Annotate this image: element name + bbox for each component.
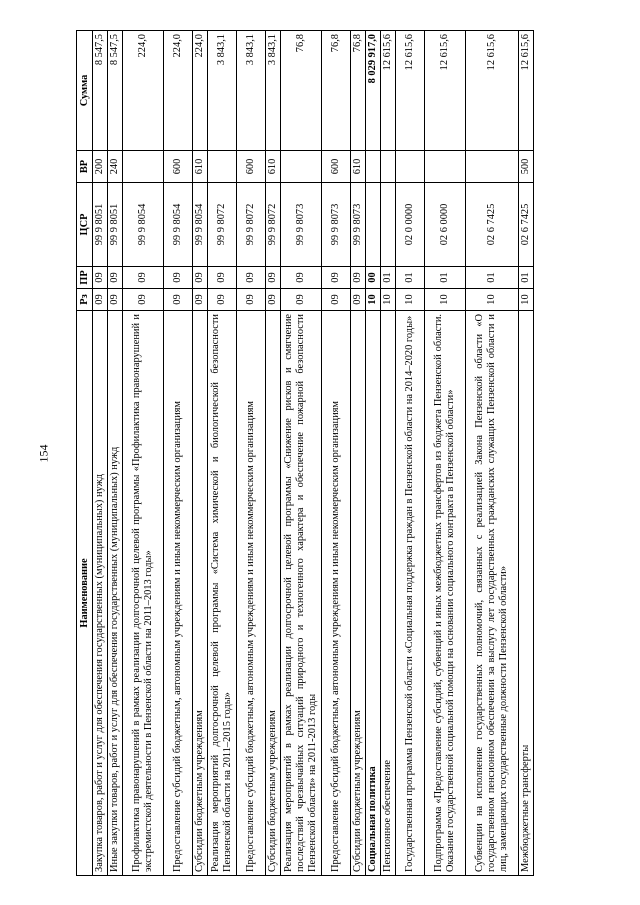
table-row <box>466 31 519 876</box>
row-csr <box>366 183 381 267</box>
table-row <box>164 31 193 876</box>
row-name: Субсидии бюджетным учреждениям <box>351 311 366 876</box>
row-csr: 99 9 8054 <box>123 183 164 267</box>
table-row <box>381 31 396 876</box>
row-pr: 09 <box>208 267 237 289</box>
row-csr <box>381 183 396 267</box>
row-sum: 224,0 <box>193 31 208 151</box>
row-name: Реализация мероприятий в рамках реализации долгосрочной целевой программы «Снижение рисков и смягчение последствий чрезвычайных ситуаций природного и техногенного характера и обеспечение пожарной безопасности Пензенской области» на 2011-2013 годы <box>281 311 322 876</box>
row-sum: 3 843,1 <box>266 31 281 151</box>
row-rz: 10 <box>466 289 519 311</box>
row-name: Иные закупки товаров, работ и услуг для обеспечения государственных (муниципальных) нужд <box>108 311 123 876</box>
row-vr <box>366 151 381 183</box>
row-csr: 99 9 8072 <box>237 183 266 267</box>
row-name: Субвенции на исполнение государственных полномочий, связанных с реализацией Закона Пензенской области «О государственном пенсионном обеспечении за выслугу лет государственных гражданских служащих Пензенской области и лиц, замещающих государственные должности Пензенской области» <box>466 311 519 876</box>
row-pr: 09 <box>93 267 108 289</box>
row-rz: 10 <box>366 289 381 311</box>
row-rz: 09 <box>281 289 322 311</box>
row-vr: 200 <box>93 151 108 183</box>
row-name: Подпрограмма «Предоставление субсидий, субвенций и иных межбюджетных трансфертов из бюджета Пензенской области. Оказание государственной социальной помощи на основании социального контракта в Пензенской области» <box>425 311 466 876</box>
row-csr: 99 9 8072 <box>208 183 237 267</box>
row-vr <box>123 151 164 183</box>
row-sum: 3 843,1 <box>208 31 237 151</box>
row-vr: 500 <box>519 151 534 183</box>
row-pr: 00 <box>366 267 381 289</box>
row-csr: 02 6 7425 <box>519 183 534 267</box>
row-name: Субсидии бюджетным учреждениям <box>193 311 208 876</box>
table-row <box>519 31 534 876</box>
row-rz: 09 <box>93 289 108 311</box>
row-csr: 02 6 0000 <box>425 183 466 267</box>
row-sum: 8 547,5 <box>93 31 108 151</box>
row-name: Реализация мероприятий долгосрочной целевой программы «Система химической и биологической безопасности Пензенской области на 2011–2015 годы» <box>208 311 237 876</box>
row-rz: 10 <box>381 289 396 311</box>
row-rz: 09 <box>237 289 266 311</box>
budget-table <box>76 30 534 876</box>
row-rz: 09 <box>193 289 208 311</box>
row-rz: 10 <box>425 289 466 311</box>
row-pr: 09 <box>193 267 208 289</box>
row-sum: 8 547,5 <box>108 31 123 151</box>
row-name: Профилактика правонарушений в рамках реализации долгосрочной целевой программы «Профилактика правонарушений и экстремистской деятельности в Пензенской области на 2011–2013 годы» <box>123 311 164 876</box>
row-pr: 09 <box>123 267 164 289</box>
row-vr: 600 <box>164 151 193 183</box>
table-row <box>93 31 108 876</box>
row-sum: 76,8 <box>351 31 366 151</box>
row-sum: 224,0 <box>123 31 164 151</box>
row-name: Межбюджетные трансферты <box>519 311 534 876</box>
row-name: Предоставление субсидий бюджетным, автономным учреждениям и иным некоммерческим организациям <box>237 311 266 876</box>
table-row <box>266 31 281 876</box>
table-row <box>396 31 425 876</box>
row-rz: 09 <box>266 289 281 311</box>
row-name: Субсидии бюджетным учреждениям <box>266 311 281 876</box>
table-header-row <box>77 31 93 876</box>
row-sum: 12 615,6 <box>519 31 534 151</box>
budget-table-rotated <box>76 31 564 876</box>
row-pr: 09 <box>266 267 281 289</box>
row-name: Пенсионное обеспечение <box>381 311 396 876</box>
row-rz: 10 <box>519 289 534 311</box>
row-sum: 12 615,6 <box>396 31 425 151</box>
row-sum: 3 843,1 <box>237 31 266 151</box>
table-row <box>208 31 237 876</box>
header-csr: ЦСР <box>77 183 93 267</box>
header-sum: Сумма <box>77 31 93 151</box>
row-vr: 610 <box>266 151 281 183</box>
row-csr: 99 9 8051 <box>108 183 123 267</box>
row-pr: 01 <box>425 267 466 289</box>
row-vr: 600 <box>322 151 351 183</box>
row-name: Предоставление субсидий бюджетным, автономным учреждениям и иным некоммерческим организациям <box>322 311 351 876</box>
row-name: Закупка товаров, работ и услуг для обеспечения государственных (муниципальных) нужд <box>93 311 108 876</box>
row-vr <box>466 151 519 183</box>
header-vr: ВР <box>77 151 93 183</box>
row-sum: 12 615,6 <box>381 31 396 151</box>
row-rz: 10 <box>396 289 425 311</box>
row-pr: 09 <box>281 267 322 289</box>
row-csr: 99 9 8054 <box>164 183 193 267</box>
table-row <box>193 31 208 876</box>
row-pr: 01 <box>396 267 425 289</box>
row-vr: 240 <box>108 151 123 183</box>
table-row <box>237 31 266 876</box>
row-pr: 09 <box>351 267 366 289</box>
row-rz: 09 <box>108 289 123 311</box>
row-vr <box>425 151 466 183</box>
row-vr <box>281 151 322 183</box>
row-vr <box>208 151 237 183</box>
table-row <box>123 31 164 876</box>
table-row <box>108 31 123 876</box>
row-csr: 99 9 8073 <box>351 183 366 267</box>
row-vr: 610 <box>193 151 208 183</box>
row-pr: 01 <box>381 267 396 289</box>
row-vr <box>396 151 425 183</box>
row-sum: 76,8 <box>281 31 322 151</box>
row-csr: 99 9 8073 <box>322 183 351 267</box>
row-csr: 02 6 7425 <box>466 183 519 267</box>
row-sum: 12 615,6 <box>466 31 519 151</box>
row-pr: 09 <box>164 267 193 289</box>
table-row <box>322 31 351 876</box>
row-vr: 610 <box>351 151 366 183</box>
table-row <box>366 31 381 876</box>
row-pr: 09 <box>237 267 266 289</box>
header-name: Наименование <box>77 311 93 876</box>
table-row <box>425 31 466 876</box>
page-number: 154 <box>36 444 51 462</box>
row-sum: 224,0 <box>164 31 193 151</box>
header-pr: ПР <box>77 267 93 289</box>
row-sum: 76,8 <box>322 31 351 151</box>
header-rz: Рз <box>77 289 93 311</box>
row-csr: 99 9 8073 <box>281 183 322 267</box>
table-row <box>281 31 322 876</box>
row-sum: 12 615,6 <box>425 31 466 151</box>
row-csr: 99 9 8072 <box>266 183 281 267</box>
row-pr: 01 <box>519 267 534 289</box>
row-rz: 09 <box>208 289 237 311</box>
row-rz: 09 <box>322 289 351 311</box>
row-name: Социальная политика <box>366 311 381 876</box>
row-pr: 09 <box>108 267 123 289</box>
row-rz: 09 <box>351 289 366 311</box>
row-csr: 02 0 0000 <box>396 183 425 267</box>
row-name: Предоставление субсидий бюджетным, автономным учреждениям и иным некоммерческим организациям <box>164 311 193 876</box>
row-vr <box>381 151 396 183</box>
row-name: Государственная программа Пензенской области «Социальная поддержка граждан в Пензенской области на 2014–2020 годы» <box>396 311 425 876</box>
table-row <box>351 31 366 876</box>
row-rz: 09 <box>164 289 193 311</box>
row-vr: 600 <box>237 151 266 183</box>
row-csr: 99 9 8054 <box>193 183 208 267</box>
row-rz: 09 <box>123 289 164 311</box>
row-pr: 01 <box>466 267 519 289</box>
row-sum: 8 029 917,0 <box>366 31 381 151</box>
row-csr: 99 9 8051 <box>93 183 108 267</box>
row-pr: 09 <box>322 267 351 289</box>
